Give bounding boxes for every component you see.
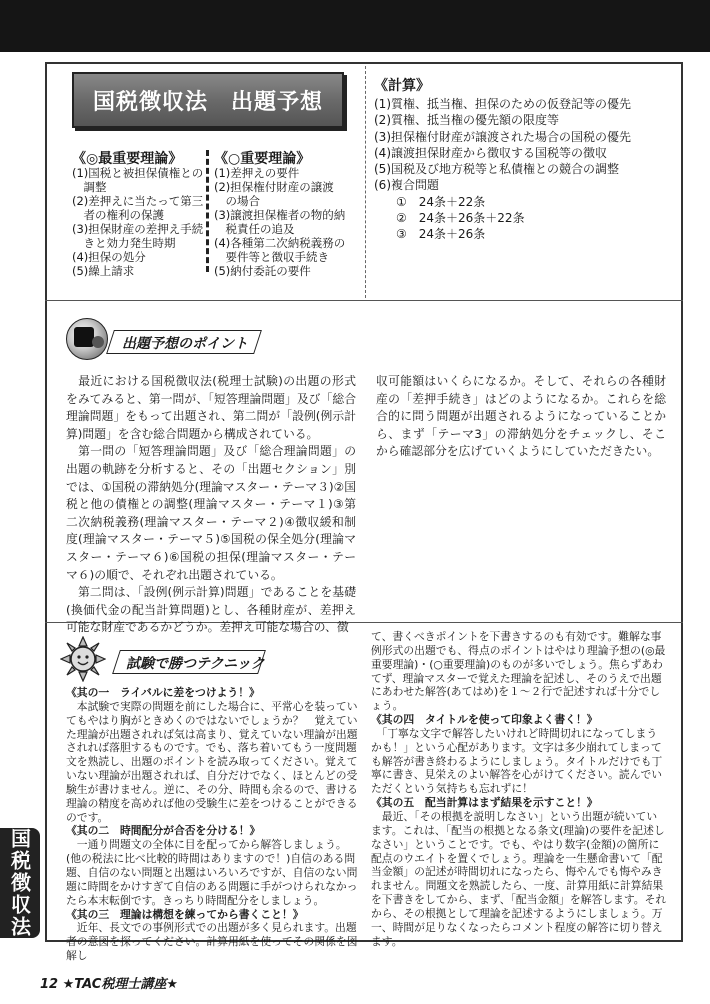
technique-heading: 試験で勝つテクニック [126, 656, 265, 672]
list-item: (5)納付委託の要件 [214, 264, 311, 278]
list-item: (4)各種第二次納税義務の [214, 236, 346, 250]
list-item: 者の権利の保護 [72, 208, 164, 222]
points-heading: 出題予想のポイント [122, 336, 248, 352]
list-item: (3)譲渡担保権者の物的納 [214, 208, 346, 222]
secondary-list [214, 166, 359, 278]
list-item: (4)譲渡担保財産から徴収する国税等の徴収 [374, 145, 607, 160]
column-separator [365, 66, 366, 298]
series-name: ★TAC税理士講座★ [62, 977, 178, 992]
technique-right [371, 630, 667, 948]
technique-paragraph: て、書くべきポイントを下書きするのも有効です。難解な事例形式の出題でも、得点のポイントはやはり理論予想の(◎最重要理論)・(○重要理論)のものが多いでしょう。焦らずあわてず、理論マスターで覚えた理論を記述し、そのうえで出題にあわせた解答(あてはめ)を１～２行で記述すれば十分でしょう。 [371, 630, 666, 713]
list-item: (1)質権、抵当権、担保のための仮登記等の優先 [374, 97, 631, 111]
important-heading: 《◎最重要理論》 [72, 151, 183, 167]
sun-icon [60, 636, 106, 682]
technique-subheading: 《其の四 タイトルを使って印象よく書く！》 [371, 713, 598, 727]
title-panel [72, 72, 344, 128]
page-number: 12 [40, 977, 59, 992]
dashed-separator [206, 150, 209, 272]
technique-left [66, 686, 358, 963]
points-right-text: 収可能額はいくらになるか。そして、それらの各種財産の「差押手続き」はどのようになるか。これらを総合的に問う問題が出題されるようになっていることから、まず「テーマ3」の滞納処分をチェックし、そこから確認部分を広げていくようにしていただきたい。 [376, 374, 666, 459]
technique-subheading: 《其の五 配当計算はまず結果を示すこと！》 [371, 796, 598, 810]
calc-heading: 《計算》 [374, 78, 430, 94]
list-item: 税責任の追及 [214, 222, 295, 236]
technique-subheading: 《其の一 ライバルに差をつけよう！》 [66, 686, 260, 699]
list-item: (4)担保の処分 [72, 250, 146, 264]
technique-paragraph: 本試験で実際の問題を前にした場合に、平常心を装っていてもやはり胸がときめくのではないでしょうか？ 覚えていた理論が出題されれば気は高まり、覚えていない理論が出題されれば落胆するものです。でも、落ち着いてもう一度問題文を熟読し、出題のポイントを読み取ってください。覚えていない理論が出題されれば、自分だけでなく、ほとんどの受験生が書けません。逆に、その分、時間も余るので、書ける理論の精度を高めれば他の受験生に差をつけることができるのです。 [66, 699, 358, 824]
technique-paragraph: 「丁寧な文字で解答したいけれど時間切れになってしまうかも！」という心配があります。文字は多少崩れてしまっても解答が書き終わるようにしましょう。タイトルだけでも丁寧に書き、見栄えのよい解答を心がけてください。読んでいただくという気持ちも忘れずに！ [371, 726, 663, 796]
list-item: の場合 [214, 194, 260, 208]
cube-icon [74, 327, 94, 347]
secondary-heading: 《○重要理論》 [214, 151, 311, 167]
list-item: きと効力発生時期 [72, 236, 176, 250]
list-item: (1)国税と被担保債権との [72, 166, 204, 180]
points-left-text: 最近における国税徴収法(税理士試験)の出題の形式をみてみると、第一問が、「短答理論問題」及び「総合理論問題」をもって出題され、第二問が「設例(例示計算)問題」を含む総合問題から構成されている。 第一問の「短答理論問題」及び「総合理論問題」の出題の軌跡を分析すると、その「出題セクション」別では、①国税の滞納処分(理論マスター・テーマ３)②国税と他の債権との調整(理論マスター・テーマ１)③第二次納税義務(理論マスター・テーマ２)④徴収緩和制度(理論マスター・テーマ５)⑤国税の保全処分(理論マスター・テーマ６)⑥国税の担保(理論マスター・テーマ６)の順で、それぞれ出題されている。 第二問は、「設例(例示計算)問題」であることを基礎(換価代金の配当計算問題)とし、各種財産が、差押え可能な財産であるかどうか。差押え可能な場合の、徴 [66, 374, 356, 635]
calc-list [374, 96, 631, 243]
ball-icon [92, 336, 104, 348]
list-item: (2)質権、抵当権の優先額の限度等 [374, 113, 559, 128]
technique-subheading: 《其の二 時間配分が合否を分ける！》 [66, 824, 261, 838]
top-black-bar [0, 0, 710, 52]
list-item: (6)複合問題 [374, 178, 439, 193]
list-item: (5)国税及び地方税等と私債権との競合の調整 [374, 162, 619, 177]
divider [45, 300, 683, 301]
list-item: (3)担保財産の差押え手続 [72, 222, 204, 236]
important-list [72, 166, 204, 278]
footer [40, 973, 178, 992]
list-item: (1)差押えの要件 [214, 166, 300, 180]
technique-paragraph: 最近、「その根拠を説明しなさい」という出題が続いています。これは、「配当の根拠となる条文(理論)の要件を記述しなさい」ということです。でも、やはり数字(金額)の箇所に配点のウエイトを置くでしょう。理論を一生懸命書いて「配当金額」の記述が時間切れになったら、悔やんでも悔やみきれません。問題文を熟読したら、一度、計算用紙に計算結果を下書きをしてから、まず、「配当金額」を解答します。それから、その根拠として理論を記述するようにしましょう。万一、時間が足りなくなったらコメント程度の解答に切り替えます。 [371, 809, 667, 948]
technique-paragraph: 近年、長文での事例形式での出題が多く見られます。出題者の意図を探ってください。計算用紙を使ってその関係を図解し [66, 921, 358, 963]
list-item: ① 24条＋22条 [396, 194, 486, 209]
technique-subheading: 《其の三 理論は構想を練ってから書くこと！》 [66, 907, 304, 921]
list-item: (5)繰上請求 [72, 264, 135, 278]
technique-paragraph: 一通り問題文の全体に目を配ってから解答しましょう。(他の税法に比べ比較的時間はありますので！)自信のある問題、自信のない問題と出題はいろいろですが、自信のない問題に時間をかけすぎて自信のある問題に手がつけられなかったら本末転倒です。きっちり時間配分をしましょう。 [66, 838, 358, 907]
list-item: ② 24条＋26条＋22条 [396, 211, 525, 226]
page-title: 国税徴収法 出題予想 [92, 89, 323, 115]
list-item: 調整 [72, 180, 107, 194]
list-item: (2)担保権付財産の譲渡 [214, 180, 334, 194]
list-item: ③ 24条＋26条 [396, 227, 486, 242]
list-item: (3)担保権付財産が譲渡された場合の国税の優先 [374, 129, 631, 144]
list-item: (2)差押えに当たって第三 [72, 194, 204, 208]
list-item: 要件等と徴収手続き [214, 250, 329, 264]
side-tab: 国税徴収法 [0, 828, 40, 938]
